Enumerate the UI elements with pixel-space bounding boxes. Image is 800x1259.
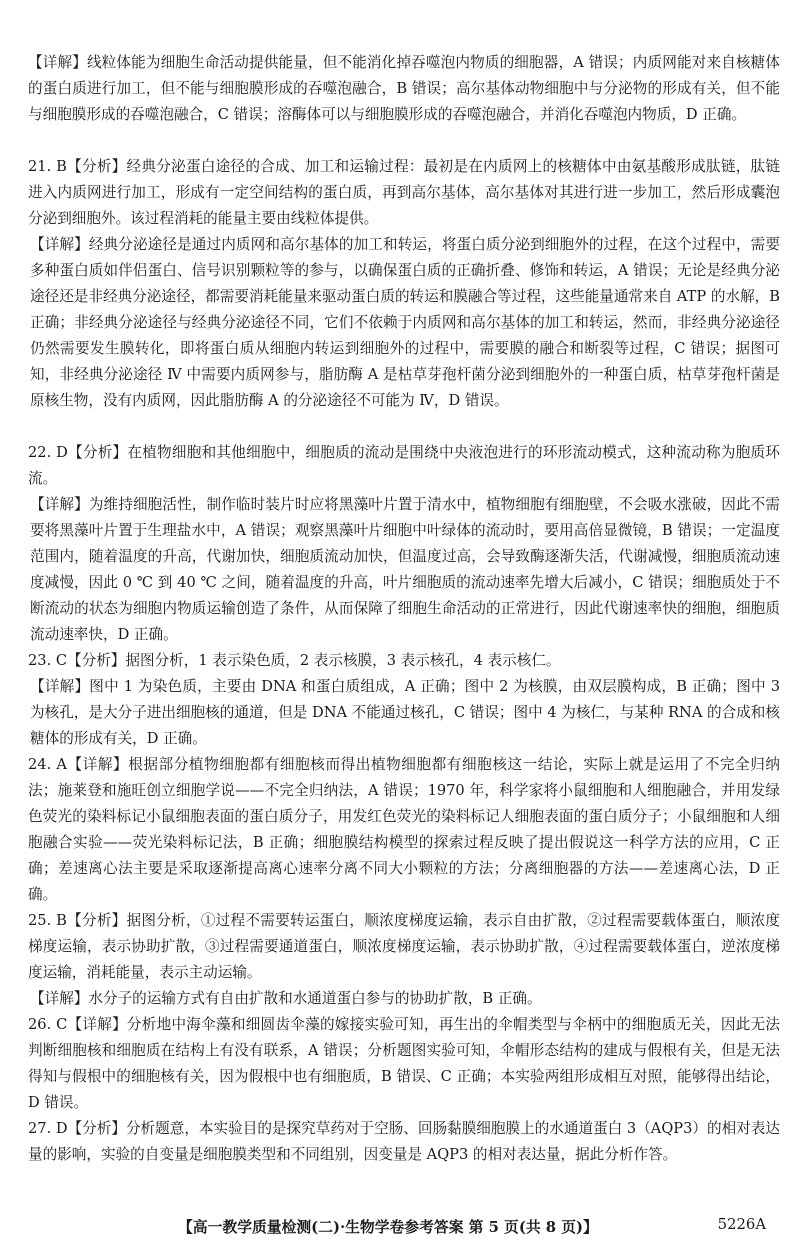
paragraph-q27-analysis: 27. D【分析】分析题意，本实验目的是探究草药对于空肠、回肠黏膜细胞膜上的水通道蛋白 3（AQP3）的相对表达量的影响，实验的自变量是细胞膜类型和不同组别，因变量是 AQP3 的相对表达量，据此分析作答。 (28, 1120, 780, 1163)
document-code: 5226A (717, 1216, 766, 1233)
footer-title: 【高一教学质量检测(二)·生物学卷参考答案 第 5 页(共 8 页)】 (178, 1219, 598, 1236)
paragraph-q21-analysis: 21. B【分析】经典分泌蛋白途径的合成、加工和运输过程：最初是在内质网上的核糖体中由氨基酸形成肽链，肽链进入内质网进行加工，形成有一定空间结构的蛋白质，再到高尔基体，高尔基体对其进行进一步加工，然后形成囊泡分泌到细胞外。该过程消耗的能量主要由线粒体提供。 (28, 158, 780, 227)
paragraph-q23-detail: 【详解】图中 1 为染色质，主要由 DNA 和蛋白质组成，A 正确；图中 2 为核膜，由双层膜构成，B 正确；图中 3 为核孔，是大分子进出细胞核的通道，但是 DNA 不能通过核孔，C 错误；图中 4 为核仁，与某种 RNA 的合成和核糖体的形成有关，D 正确。 (30, 678, 780, 747)
paragraph-q24: 24. A【详解】根据部分植物细胞都有细胞核而得出植物细胞都有细胞核这一结论，实际上就是运用了不完全归纳法；施莱登和施旺创立细胞学说——不完全归纳法，A 错误；1970 年，科学家将小鼠细胞和人细胞融合，并用发绿色荧光的染料标记小鼠细胞表面的蛋白质分子，用发红色荧光的染料标记人细胞表面的蛋白质分子；小鼠细胞和人细胞融合实验——荧光染料标记法，B 正确；细胞膜结构模型的探索过程反映了提出假说这一科学方法的应用，C 正确；差速离心法主要是采取逐渐提高离心速率分离不同大小颗粒的方法；分离细胞器的方法——差速离心法，D 正确。 (28, 756, 780, 903)
paragraph-q25-analysis: 25. B【分析】据图分析，①过程不需要转运蛋白，顺浓度梯度运输，表示自由扩散，②过程需要载体蛋白，顺浓度梯度运输，表示协助扩散，③过程需要通道蛋白，顺浓度梯度运输，表示协助扩散，④过程需要载体蛋白，逆浓度梯度运输，消耗能量，表示主动运输。 (28, 912, 780, 981)
paragraph-q20-detail: 【详解】线粒体能为细胞生命活动提供能量，但不能消化掉吞噬泡内物质的细胞器，A 错误；内质网能对来自核糖体的蛋白质进行加工，但不能与细胞膜形成的吞噬泡融合，B 错误；高尔基体动物细胞中与分泌物的形成有关，但不能与细胞膜形成的吞噬泡融合，C 错误；溶酶体可以与细胞膜形成的吞噬泡融合，并消化吞噬泡内物质，D 正确。 (28, 54, 780, 123)
page-footer (0, 1216, 800, 1244)
paragraph-q22-analysis: 22. D【分析】在植物细胞和其他细胞中，细胞质的流动是围绕中央液泡进行的环形流动模式，这种流动称为胞质环流。 (28, 444, 780, 487)
paragraph-q25-detail: 【详解】水分子的运输方式有自由扩散和水通道蛋白参与的协助扩散，B 正确。 (30, 990, 542, 1007)
paragraph-q23-analysis: 23. C【分析】据图分析，1 表示染色质，2 表示核膜，3 表示核孔，4 表示核仁。 (28, 652, 561, 669)
paragraph-q22-detail: 【详解】为维持细胞活性，制作临时装片时应将黑藻叶片置于清水中，植物细胞有细胞壁，不会吸水涨破，因此不需要将黑藻叶片置于生理盐水中，A 错误；观察黑藻叶片细胞中叶绿体的流动时，要用高倍显微镜，B 错误；一定温度范围内，随着温度的升高，代谢加快，细胞质流动加快，但温度过高，会导致酶逐渐失活，代谢减慢，细胞质流动速度减慢，因此 0 ℃ 到 40 ℃ 之间，随着温度的升高，叶片细胞质的流动速率先增大后减小，C 错误；细胞质处于不断流动的状态为细胞内物质运输创造了条件，从而保障了细胞生命活动的正常进行，因此代谢速率快的细胞，细胞质流动速率快，D 正确。 (30, 496, 780, 643)
paragraph-q26: 26. C【详解】分析地中海伞藻和细圆齿伞藻的嫁接实验可知，再生出的伞帽类型与伞柄中的细胞质无关，因此无法判断细胞核和细胞质在结构上有没有联系，A 错误；分析题图实验可知，伞帽形态结构的建成与假根有关，但是无法得知与假根中的细胞核有关，因为假根中也有细胞质，B 错误、C 正确；本实验两组形成相互对照，能够得出结论，D 错误。 (28, 1016, 780, 1111)
paragraph-q21-detail: 【详解】经典分泌途径是通过内质网和高尔基体的加工和转运，将蛋白质分泌到细胞外的过程，在这个过程中，需要多种蛋白质如伴侣蛋白、信号识别颗粒等的参与，以确保蛋白质的正确折叠、修饰和转运，A 错误；无论是经典分泌途径还是非经典分泌途径，都需要消耗能量来驱动蛋白质的转运和膜融合等过程，这些能量通常来自 ATP 的水解，B 正确；非经典分泌途径与经典分泌途径不同，它们不依赖于内质网和高尔基体的加工和转运，然而，非经典分泌途径仍然需要发生膜转化，即将蛋白质从细胞内转运到细胞外的过程中，需要膜的融合和断裂等过程，C 错误；据图可知，非经典分泌途径 Ⅳ 中需要内质网参与，脂肪酶 A 是枯草芽孢杆菌分泌到细胞外的一种蛋白质，枯草芽孢杆菌是原核生物，没有内质网，因此脂肪酶 A 的分泌途径不可能为 Ⅳ，D 错误。 (30, 236, 780, 409)
